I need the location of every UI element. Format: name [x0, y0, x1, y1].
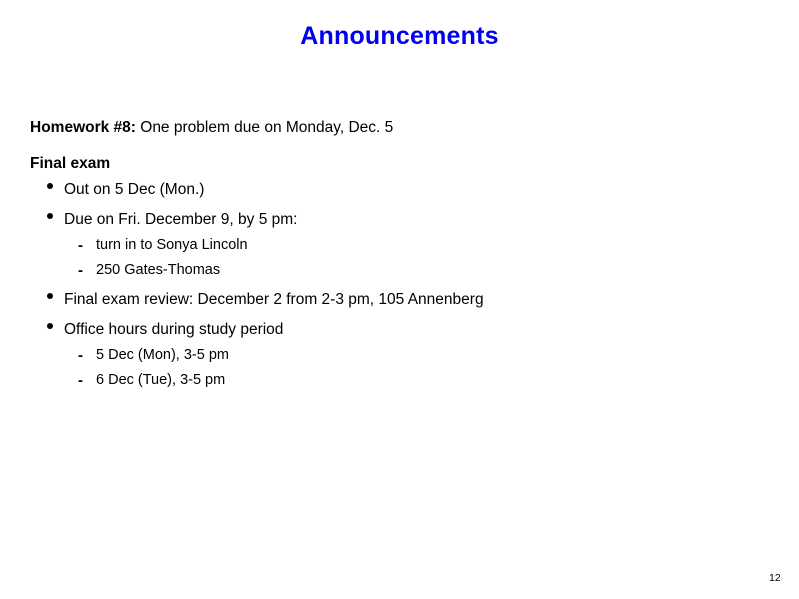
sub-list-item	[64, 261, 770, 279]
bullet-dash-icon: -	[78, 262, 83, 279]
bullet-dash-icon: -	[78, 372, 83, 389]
bullet-dot-icon	[47, 323, 53, 329]
list-item-label: Due on Fri. December 9, by 5 pm:	[64, 211, 298, 228]
bullet-dot-icon	[47, 183, 53, 189]
bullet-dash-icon: -	[78, 347, 83, 364]
final-exam-list	[30, 180, 770, 389]
homework-text: One problem due on Monday, Dec. 5	[135, 119, 394, 136]
page-title: Announcements	[300, 22, 499, 50]
sub-list-item-label: 6 Dec (Tue), 3-5 pm	[96, 372, 226, 388]
sub-list-item	[64, 236, 770, 254]
bullet-dot-icon	[47, 293, 53, 299]
list-item	[30, 320, 770, 389]
final-exam-heading: Final exam	[30, 155, 111, 172]
sub-list-item-label: 5 Dec (Mon), 3-5 pm	[96, 347, 229, 363]
bullet-dot-icon	[47, 213, 53, 219]
list-item	[30, 290, 770, 309]
sub-list-item	[64, 371, 770, 389]
sub-list	[64, 346, 770, 389]
sub-list-item-label: turn in to Sonya Lincoln	[96, 237, 248, 253]
page-number: 12	[769, 572, 781, 584]
list-item-label: Out on 5 Dec (Mon.)	[64, 181, 205, 198]
sub-list-item-label: 250 Gates-Thomas	[96, 262, 221, 278]
list-item-label: Final exam review: December 2 from 2-3 pm, 105 Annenberg	[64, 291, 484, 308]
homework-line	[30, 118, 770, 138]
list-item	[30, 180, 770, 199]
homework-label: Homework #8:	[30, 119, 136, 136]
list-item	[30, 210, 770, 279]
sub-list-item	[64, 346, 770, 364]
sub-list	[64, 236, 770, 279]
list-item-label: Office hours during study period	[64, 321, 284, 338]
slide-body	[30, 118, 770, 400]
bullet-dash-icon: -	[78, 237, 83, 254]
